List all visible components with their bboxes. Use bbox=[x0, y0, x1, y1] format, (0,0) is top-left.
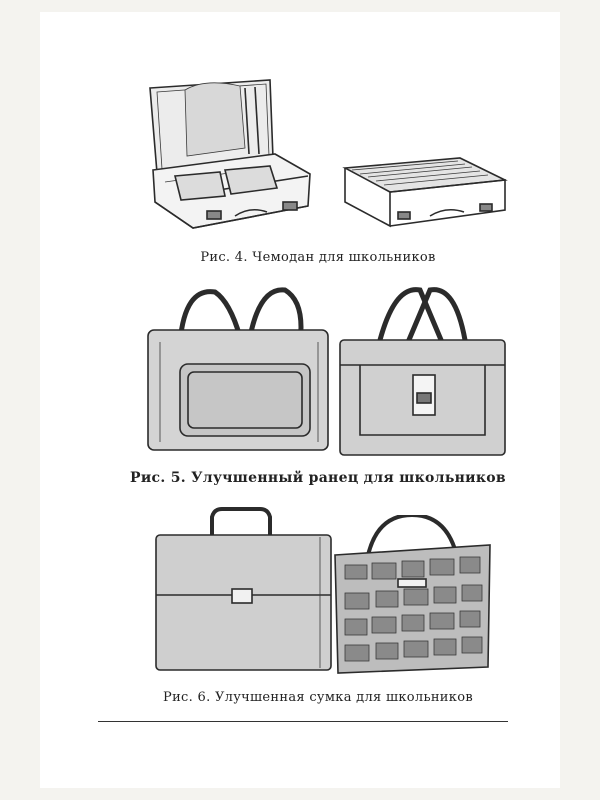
school-satchel-illustration bbox=[140, 282, 335, 462]
figure-4-caption: Рис. 4. Чемодан для школьников bbox=[200, 250, 436, 265]
school-backpack-illustration bbox=[335, 285, 510, 460]
figure-6-caption: Рис. 6. Улучшенная сумка для школьников bbox=[163, 690, 473, 705]
figure-5-caption: Рис. 5. Улучшенный ранец для школьников bbox=[130, 470, 506, 486]
briefcase-illustration bbox=[150, 505, 335, 675]
croc-textured-bag-illustration bbox=[330, 515, 495, 675]
closed-suitcase-illustration bbox=[340, 150, 510, 230]
open-suitcase-illustration bbox=[145, 78, 320, 238]
page-rule bbox=[98, 721, 508, 722]
